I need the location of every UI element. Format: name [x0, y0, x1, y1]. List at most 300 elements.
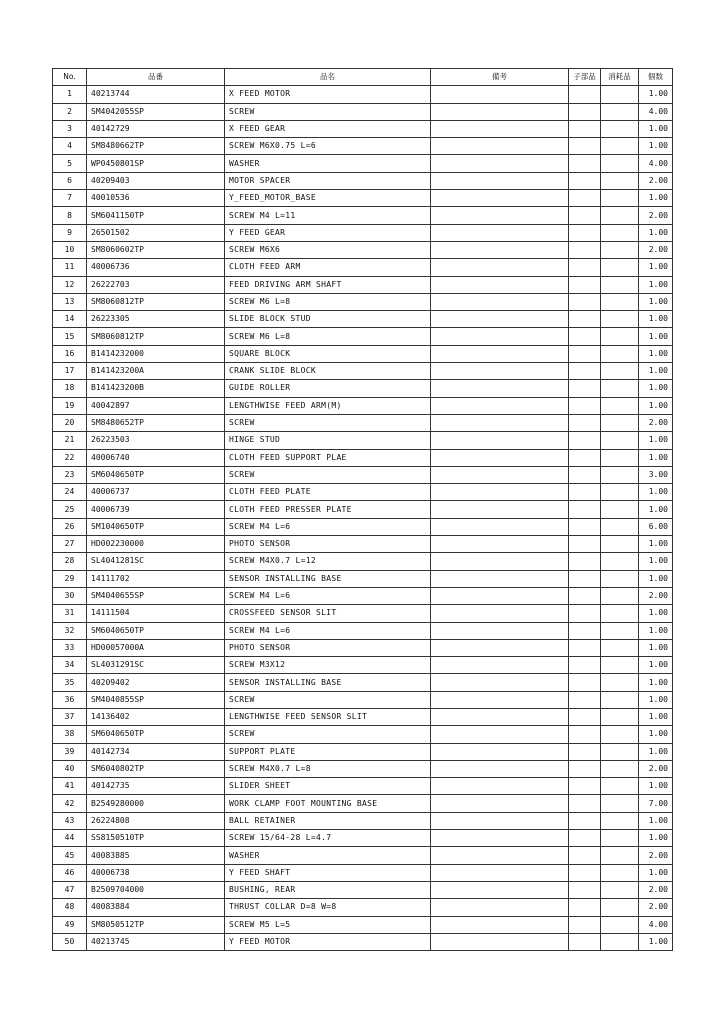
- cell-name: BALL RETAINER: [225, 812, 431, 829]
- table-row: [53, 553, 673, 570]
- cell-no: 32: [53, 622, 87, 639]
- cell-sub-part: [569, 691, 601, 708]
- cell-qty: 1.00: [639, 812, 673, 829]
- cell-no: 28: [53, 553, 87, 570]
- cell-consumable: [601, 120, 639, 137]
- cell-qty: 1.00: [639, 674, 673, 691]
- cell-qty: 2.00: [639, 172, 673, 189]
- cell-no: 26: [53, 518, 87, 535]
- table-row: [53, 899, 673, 916]
- cell-no: 10: [53, 241, 87, 258]
- cell-consumable: [601, 449, 639, 466]
- cell-no: 29: [53, 570, 87, 587]
- cell-remarks: [431, 916, 569, 933]
- cell-qty: 6.00: [639, 518, 673, 535]
- cell-part-no: 40083885: [87, 847, 225, 864]
- cell-qty: 1.00: [639, 380, 673, 397]
- cell-remarks: [431, 605, 569, 622]
- cell-qty: 1.00: [639, 864, 673, 881]
- cell-no: 47: [53, 881, 87, 898]
- table-row: [53, 449, 673, 466]
- table-row: [53, 380, 673, 397]
- table-header-row: [53, 69, 673, 86]
- cell-remarks: [431, 484, 569, 501]
- cell-sub-part: [569, 501, 601, 518]
- cell-part-no: SM4040655SP: [87, 587, 225, 604]
- cell-consumable: [601, 881, 639, 898]
- cell-no: 15: [53, 328, 87, 345]
- cell-name: SCREW: [225, 726, 431, 743]
- cell-no: 5: [53, 155, 87, 172]
- table-row: [53, 86, 673, 103]
- cell-part-no: SM8480652TP: [87, 414, 225, 431]
- cell-no: 44: [53, 830, 87, 847]
- cell-qty: 1.00: [639, 311, 673, 328]
- cell-qty: 1.00: [639, 605, 673, 622]
- table-row: [53, 172, 673, 189]
- cell-qty: 1.00: [639, 449, 673, 466]
- cell-remarks: [431, 933, 569, 950]
- cell-sub-part: [569, 276, 601, 293]
- cell-no: 23: [53, 466, 87, 483]
- cell-consumable: [601, 207, 639, 224]
- cell-remarks: [431, 224, 569, 241]
- cell-name: SCREW M6 L=8: [225, 328, 431, 345]
- cell-consumable: [601, 190, 639, 207]
- table-row: [53, 363, 673, 380]
- cell-part-no: 40213745: [87, 933, 225, 950]
- cell-sub-part: [569, 518, 601, 535]
- cell-remarks: [431, 622, 569, 639]
- cell-part-no: 40006739: [87, 501, 225, 518]
- table-row: [53, 570, 673, 587]
- cell-name: HINGE STUD: [225, 432, 431, 449]
- cell-sub-part: [569, 345, 601, 362]
- cell-remarks: [431, 518, 569, 535]
- cell-consumable: [601, 657, 639, 674]
- cell-remarks: [431, 795, 569, 812]
- cell-part-no: 26222703: [87, 276, 225, 293]
- cell-no: 9: [53, 224, 87, 241]
- cell-part-no: 14136402: [87, 708, 225, 725]
- table-row: [53, 311, 673, 328]
- cell-consumable: [601, 587, 639, 604]
- cell-part-no: SM8060812TP: [87, 328, 225, 345]
- cell-no: 12: [53, 276, 87, 293]
- cell-name: CRANK SLIDE BLOCK: [225, 363, 431, 380]
- header-name: 品名: [225, 69, 431, 86]
- cell-qty: 1.00: [639, 622, 673, 639]
- table-row: [53, 587, 673, 604]
- table-row: [53, 501, 673, 518]
- cell-no: 33: [53, 639, 87, 656]
- table-row: [53, 812, 673, 829]
- cell-sub-part: [569, 778, 601, 795]
- cell-consumable: [601, 328, 639, 345]
- cell-sub-part: [569, 172, 601, 189]
- cell-sub-part: [569, 760, 601, 777]
- cell-remarks: [431, 345, 569, 362]
- cell-part-no: SM1040650TP: [87, 518, 225, 535]
- table-row: [53, 466, 673, 483]
- cell-part-no: B2549280000: [87, 795, 225, 812]
- cell-remarks: [431, 259, 569, 276]
- cell-remarks: [431, 847, 569, 864]
- cell-sub-part: [569, 103, 601, 120]
- table-row: [53, 241, 673, 258]
- cell-remarks: [431, 674, 569, 691]
- cell-qty: 2.00: [639, 587, 673, 604]
- cell-sub-part: [569, 449, 601, 466]
- cell-name: SCREW 15/64-28 L=4.7: [225, 830, 431, 847]
- header-part-no: 品番: [87, 69, 225, 86]
- cell-remarks: [431, 708, 569, 725]
- cell-qty: 7.00: [639, 795, 673, 812]
- cell-no: 8: [53, 207, 87, 224]
- cell-qty: 1.00: [639, 743, 673, 760]
- table-row: [53, 864, 673, 881]
- cell-no: 13: [53, 293, 87, 310]
- cell-name: SENSOR INSTALLING BASE: [225, 570, 431, 587]
- cell-consumable: [601, 414, 639, 431]
- table-row: [53, 397, 673, 414]
- table-row: [53, 881, 673, 898]
- cell-name: SUPPORT PLATE: [225, 743, 431, 760]
- cell-name: SQUARE BLOCK: [225, 345, 431, 362]
- table-row: [53, 328, 673, 345]
- cell-remarks: [431, 432, 569, 449]
- cell-consumable: [601, 103, 639, 120]
- cell-consumable: [601, 847, 639, 864]
- cell-remarks: [431, 553, 569, 570]
- cell-remarks: [431, 830, 569, 847]
- cell-name: SLIDE BLOCK STUD: [225, 311, 431, 328]
- header-consumable: 消耗品: [601, 69, 639, 86]
- cell-qty: 1.00: [639, 363, 673, 380]
- cell-part-no: 40213744: [87, 86, 225, 103]
- cell-name: SCREW M6X0.75 L=6: [225, 138, 431, 155]
- cell-no: 11: [53, 259, 87, 276]
- cell-remarks: [431, 881, 569, 898]
- cell-remarks: [431, 397, 569, 414]
- cell-name: SCREW: [225, 103, 431, 120]
- cell-name: SCREW M4X0.7 L=12: [225, 553, 431, 570]
- cell-sub-part: [569, 864, 601, 881]
- cell-qty: 1.00: [639, 120, 673, 137]
- cell-sub-part: [569, 224, 601, 241]
- table-row: [53, 293, 673, 310]
- cell-qty: 1.00: [639, 536, 673, 553]
- cell-remarks: [431, 639, 569, 656]
- cell-part-no: 40209403: [87, 172, 225, 189]
- cell-no: 21: [53, 432, 87, 449]
- cell-no: 18: [53, 380, 87, 397]
- table-row: [53, 414, 673, 431]
- cell-no: 39: [53, 743, 87, 760]
- cell-sub-part: [569, 86, 601, 103]
- cell-qty: 1.00: [639, 553, 673, 570]
- cell-qty: 4.00: [639, 103, 673, 120]
- cell-no: 14: [53, 311, 87, 328]
- cell-consumable: [601, 899, 639, 916]
- cell-qty: 1.00: [639, 259, 673, 276]
- cell-consumable: [601, 760, 639, 777]
- cell-sub-part: [569, 708, 601, 725]
- cell-part-no: 40142734: [87, 743, 225, 760]
- cell-no: 1: [53, 86, 87, 103]
- cell-sub-part: [569, 605, 601, 622]
- cell-remarks: [431, 657, 569, 674]
- cell-consumable: [601, 397, 639, 414]
- table-row: [53, 276, 673, 293]
- cell-remarks: [431, 155, 569, 172]
- cell-part-no: 26501502: [87, 224, 225, 241]
- cell-part-no: B2509704000: [87, 881, 225, 898]
- cell-consumable: [601, 778, 639, 795]
- table-row: [53, 674, 673, 691]
- cell-sub-part: [569, 138, 601, 155]
- header-no: No.: [53, 69, 87, 86]
- cell-remarks: [431, 311, 569, 328]
- cell-remarks: [431, 726, 569, 743]
- cell-name: Y FEED MOTOR: [225, 933, 431, 950]
- header-sub-part: 子部品: [569, 69, 601, 86]
- cell-qty: 1.00: [639, 501, 673, 518]
- cell-part-no: HD00057000A: [87, 639, 225, 656]
- cell-name: PHOTO SENSOR: [225, 536, 431, 553]
- cell-consumable: [601, 276, 639, 293]
- cell-qty: 1.00: [639, 726, 673, 743]
- cell-qty: 3.00: [639, 466, 673, 483]
- cell-part-no: 40006740: [87, 449, 225, 466]
- cell-qty: 1.00: [639, 397, 673, 414]
- cell-remarks: [431, 449, 569, 466]
- cell-qty: 1.00: [639, 86, 673, 103]
- cell-consumable: [601, 916, 639, 933]
- cell-consumable: [601, 674, 639, 691]
- cell-no: 34: [53, 657, 87, 674]
- cell-part-no: 40083884: [87, 899, 225, 916]
- table-row: [53, 743, 673, 760]
- cell-consumable: [601, 795, 639, 812]
- cell-name: SCREW M4 L=6: [225, 587, 431, 604]
- cell-part-no: SM8060602TP: [87, 241, 225, 258]
- cell-sub-part: [569, 622, 601, 639]
- cell-no: 35: [53, 674, 87, 691]
- cell-name: SCREW M4 L=6: [225, 518, 431, 535]
- table-row: [53, 726, 673, 743]
- cell-remarks: [431, 899, 569, 916]
- cell-qty: 1.00: [639, 708, 673, 725]
- cell-qty: 1.00: [639, 345, 673, 362]
- cell-part-no: SM8050512TP: [87, 916, 225, 933]
- cell-no: 37: [53, 708, 87, 725]
- cell-qty: 1.00: [639, 276, 673, 293]
- cell-qty: 1.00: [639, 570, 673, 587]
- cell-remarks: [431, 536, 569, 553]
- cell-name: Y FEED SHAFT: [225, 864, 431, 881]
- cell-remarks: [431, 380, 569, 397]
- table-row: [53, 103, 673, 120]
- cell-consumable: [601, 605, 639, 622]
- cell-sub-part: [569, 587, 601, 604]
- cell-consumable: [601, 138, 639, 155]
- cell-name: SCREW: [225, 691, 431, 708]
- cell-consumable: [601, 293, 639, 310]
- cell-sub-part: [569, 743, 601, 760]
- cell-part-no: SM4042055SP: [87, 103, 225, 120]
- cell-sub-part: [569, 380, 601, 397]
- cell-name: GUIDE ROLLER: [225, 380, 431, 397]
- table-row: [53, 605, 673, 622]
- cell-remarks: [431, 190, 569, 207]
- cell-part-no: B141423200B: [87, 380, 225, 397]
- table-row: [53, 155, 673, 172]
- cell-remarks: [431, 570, 569, 587]
- cell-remarks: [431, 760, 569, 777]
- cell-remarks: [431, 207, 569, 224]
- table-row: [53, 639, 673, 656]
- cell-name: BUSHING, REAR: [225, 881, 431, 898]
- cell-remarks: [431, 172, 569, 189]
- cell-name: FEED DRIVING ARM SHAFT: [225, 276, 431, 293]
- cell-part-no: 40006738: [87, 864, 225, 881]
- table-row: [53, 190, 673, 207]
- cell-no: 50: [53, 933, 87, 950]
- cell-consumable: [601, 570, 639, 587]
- cell-no: 19: [53, 397, 87, 414]
- cell-part-no: 14111504: [87, 605, 225, 622]
- cell-part-no: SS8150510TP: [87, 830, 225, 847]
- table-row: [53, 778, 673, 795]
- table-row: [53, 691, 673, 708]
- cell-name: WASHER: [225, 847, 431, 864]
- table-row: [53, 138, 673, 155]
- cell-qty: 2.00: [639, 881, 673, 898]
- table-row: [53, 224, 673, 241]
- cell-name: SCREW: [225, 414, 431, 431]
- cell-consumable: [601, 812, 639, 829]
- cell-sub-part: [569, 916, 601, 933]
- cell-name: SLIDER SHEET: [225, 778, 431, 795]
- cell-consumable: [601, 639, 639, 656]
- table-row: [53, 916, 673, 933]
- cell-name: LENGTHWISE FEED SENSOR SLIT: [225, 708, 431, 725]
- table-row: [53, 484, 673, 501]
- cell-name: SCREW: [225, 466, 431, 483]
- cell-consumable: [601, 691, 639, 708]
- cell-part-no: 40042897: [87, 397, 225, 414]
- cell-name: SCREW M4 L=6: [225, 622, 431, 639]
- cell-consumable: [601, 86, 639, 103]
- cell-sub-part: [569, 933, 601, 950]
- cell-qty: 1.00: [639, 830, 673, 847]
- cell-consumable: [601, 708, 639, 725]
- cell-no: 31: [53, 605, 87, 622]
- cell-qty: 1.00: [639, 293, 673, 310]
- cell-qty: 1.00: [639, 328, 673, 345]
- cell-qty: 1.00: [639, 657, 673, 674]
- cell-no: 24: [53, 484, 87, 501]
- cell-sub-part: [569, 570, 601, 587]
- cell-name: WORK CLAMP FOOT MOUNTING BASE: [225, 795, 431, 812]
- cell-remarks: [431, 86, 569, 103]
- cell-name: CROSSFEED SENSOR SLIT: [225, 605, 431, 622]
- cell-part-no: 40006736: [87, 259, 225, 276]
- cell-consumable: [601, 864, 639, 881]
- cell-consumable: [601, 622, 639, 639]
- cell-consumable: [601, 172, 639, 189]
- cell-name: LENGTHWISE FEED ARM(M): [225, 397, 431, 414]
- cell-no: 6: [53, 172, 87, 189]
- cell-qty: 4.00: [639, 916, 673, 933]
- cell-remarks: [431, 864, 569, 881]
- cell-sub-part: [569, 830, 601, 847]
- cell-qty: 1.00: [639, 639, 673, 656]
- cell-consumable: [601, 830, 639, 847]
- cell-name: X FEED GEAR: [225, 120, 431, 137]
- cell-part-no: B1414232000: [87, 345, 225, 362]
- table-row: [53, 518, 673, 535]
- cell-no: 3: [53, 120, 87, 137]
- cell-part-no: 14111702: [87, 570, 225, 587]
- cell-part-no: SM6041150TP: [87, 207, 225, 224]
- cell-consumable: [601, 311, 639, 328]
- cell-consumable: [601, 726, 639, 743]
- cell-sub-part: [569, 639, 601, 656]
- cell-no: 43: [53, 812, 87, 829]
- table-row: [53, 622, 673, 639]
- cell-name: SCREW M6 L=8: [225, 293, 431, 310]
- cell-sub-part: [569, 120, 601, 137]
- cell-no: 30: [53, 587, 87, 604]
- cell-remarks: [431, 276, 569, 293]
- cell-part-no: 40010536: [87, 190, 225, 207]
- cell-consumable: [601, 553, 639, 570]
- cell-sub-part: [569, 536, 601, 553]
- cell-consumable: [601, 743, 639, 760]
- cell-sub-part: [569, 432, 601, 449]
- cell-sub-part: [569, 899, 601, 916]
- cell-name: SCREW M3X12: [225, 657, 431, 674]
- cell-remarks: [431, 241, 569, 258]
- cell-name: PHOTO SENSOR: [225, 639, 431, 656]
- cell-sub-part: [569, 466, 601, 483]
- table-row: [53, 536, 673, 553]
- cell-no: 46: [53, 864, 87, 881]
- cell-qty: 1.00: [639, 778, 673, 795]
- cell-remarks: [431, 778, 569, 795]
- cell-remarks: [431, 691, 569, 708]
- table-row: [53, 120, 673, 137]
- header-qty: 個数: [639, 69, 673, 86]
- cell-qty: 1.00: [639, 190, 673, 207]
- cell-sub-part: [569, 397, 601, 414]
- cell-qty: 2.00: [639, 207, 673, 224]
- cell-qty: 1.00: [639, 484, 673, 501]
- cell-part-no: SM6040802TP: [87, 760, 225, 777]
- cell-part-no: 40142735: [87, 778, 225, 795]
- cell-no: 38: [53, 726, 87, 743]
- cell-consumable: [601, 518, 639, 535]
- cell-name: WASHER: [225, 155, 431, 172]
- cell-sub-part: [569, 293, 601, 310]
- cell-name: CLOTH FEED PRESSER PLATE: [225, 501, 431, 518]
- table-row: [53, 933, 673, 950]
- cell-no: 2: [53, 103, 87, 120]
- cell-part-no: SL4041281SC: [87, 553, 225, 570]
- cell-consumable: [601, 933, 639, 950]
